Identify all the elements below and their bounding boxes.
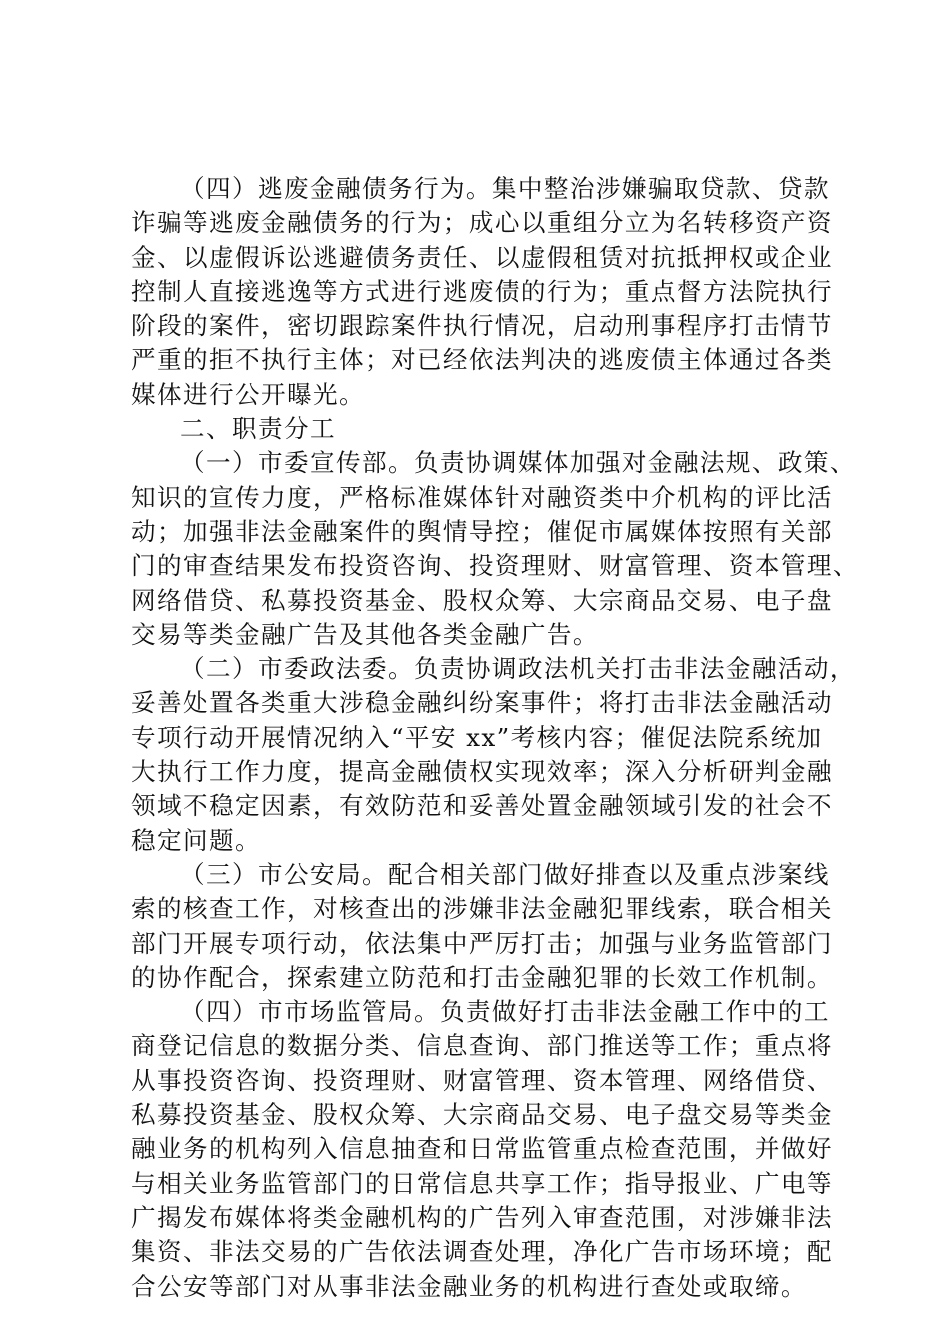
paragraph-line: 的协作配合，探索建立防范和打击金融犯罪的长效工作机制。 (131, 962, 833, 992)
paragraph-line: 网络借贷、私募投资基金、股权众筹、大宗商品交易、电子盘 (131, 585, 833, 615)
paragraph-first-line: （一）市委宣传部。负责协调媒体加强对金融法规、政策、 (180, 448, 856, 478)
paragraph-line: 妥善处置各类重大涉稳金融纠纷案事件；将打击非法金融活动 (131, 688, 833, 718)
paragraph-line: 金、以虚假诉讼逃避债务责任、以虚假租赁对抗抵押权或企业 (131, 242, 833, 272)
paragraph-line: 广揭发布媒体将类金融机构的广告列入审查范围，对涉嫌非法 (131, 1202, 833, 1232)
document-body (131, 172, 859, 1304)
paragraph-line: 部门开展专项行动，依法集中严厉打击；加强与业务监管部门 (131, 928, 833, 958)
paragraph-line: 专项行动开展情况纳入“平安 xx”考核内容；催促法院系统加 (131, 722, 823, 752)
paragraph-line: 诈骗等逃废金融债务的行为；成心以重组分立为名转移资产资 (131, 208, 833, 238)
paragraph-first-line: （三）市公安局。配合相关部门做好排查以及重点涉案线 (180, 859, 830, 889)
paragraph-first-line: （四）市市场监管局。负责做好打击非法金融工作中的工 (180, 997, 830, 1027)
paragraph-first-line: （四）逃废金融债务行为。集中整治涉嫌骗取贷款、贷款 (180, 174, 830, 203)
paragraph-first-line: （二）市委政法委。负责协调政法机关打击非法金融活动， (180, 654, 856, 684)
paragraph-line: 媒体进行公开曝光。 (131, 379, 365, 409)
paragraph-line: 从事投资咨询、投资理财、财富管理、资本管理、网络借贷、 (131, 1065, 833, 1095)
paragraph-line: 合公安等部门对从事非法金融业务的机构进行查处或取缔。 (131, 1271, 807, 1301)
paragraph-line: 稳定问题。 (131, 825, 261, 855)
paragraph-line: 交易等类金融广告及其他各类金融广告。 (131, 619, 599, 649)
paragraph-line: 门的审查结果发布投资咨询、投资理财、财富管理、资本管理、 (131, 551, 859, 581)
paragraph-line: 融业务的机构列入信息抽查和日常监管重点检查范围，并做好 (131, 1134, 833, 1164)
paragraph-line: 阶段的案件，密切跟踪案件执行情况，启动刑事程序打击情节 (131, 311, 833, 341)
paragraph-line: 严重的拒不执行主体；对已经依法判决的逃废债主体通过各类 (131, 345, 833, 375)
paragraph-line: 知识的宣传力度，严格标准媒体针对融资类中介机构的评比活 (131, 482, 833, 512)
paragraph-first-line: 二、职责分工 (180, 414, 336, 444)
paragraph-line: 控制人直接逃逸等方式进行逃废债的行为；重点督方法院执行 (131, 276, 833, 306)
paragraph-line: 私募投资基金、股权众筹、大宗商品交易、电子盘交易等类金 (131, 1100, 833, 1130)
paragraph-line: 大执行工作力度，提高金融债权实现效率；深入分析研判金融 (131, 757, 833, 787)
paragraph-line: 与相关业务监管部门的日常信息共享工作；指导报业、广电等 (131, 1168, 833, 1198)
paragraph-line: 集资、非法交易的广告依法调查处理，净化广告市场环境；配 (131, 1237, 833, 1267)
paragraph-line: 动；加强非法金融案件的舆情导控；催促市属媒体按照有关部 (131, 516, 833, 546)
paragraph-line: 索的核查工作，对核查出的涉嫌非法金融犯罪线索，联合相关 (131, 894, 833, 924)
paragraph-line: 领域不稳定因素，有效防范和妥善处置金融领域引发的社会不 (131, 791, 833, 821)
paragraph-line: 商登记信息的数据分类、信息查询、部门推送等工作；重点将 (131, 1031, 833, 1061)
